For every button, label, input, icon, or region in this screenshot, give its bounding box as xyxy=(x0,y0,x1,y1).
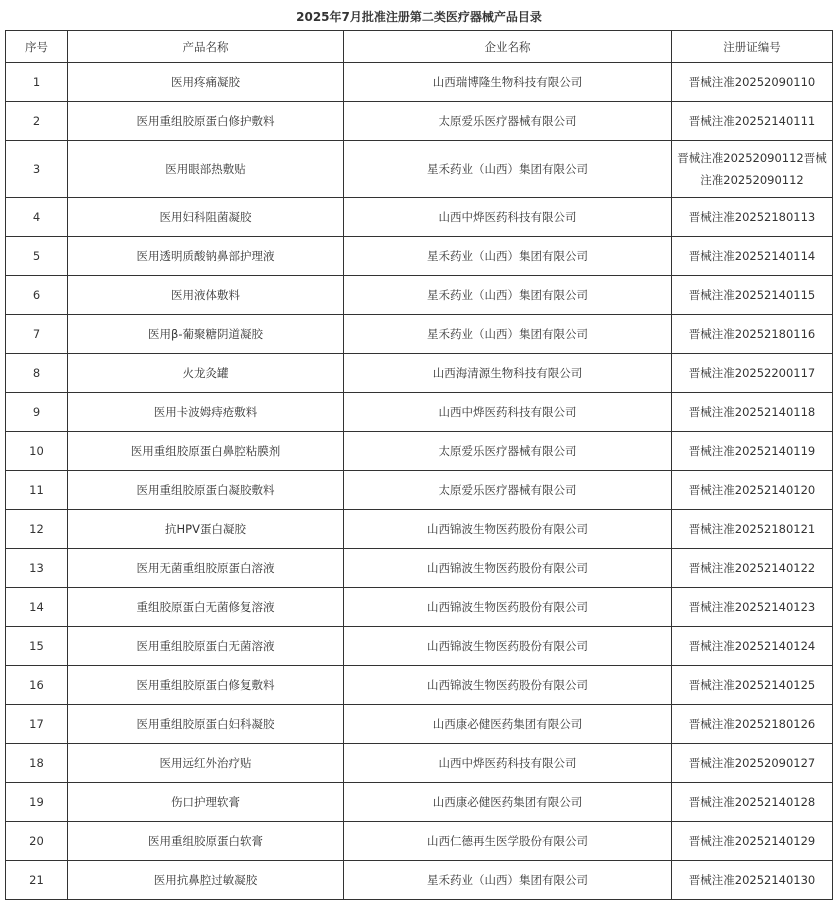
cell-company-name: 星禾药业（山西）集团有限公司 xyxy=(344,861,672,900)
cell-company-name: 山西海清源生物科技有限公司 xyxy=(344,354,672,393)
cell-registration-number: 晋械注准20252140125 xyxy=(672,666,833,705)
cell-index: 21 xyxy=(6,861,68,900)
cell-index: 7 xyxy=(6,315,68,354)
table-row xyxy=(6,471,833,510)
cell-company-name: 山西锦波生物医药股份有限公司 xyxy=(344,588,672,627)
cell-index: 14 xyxy=(6,588,68,627)
cell-product-name: 抗HPV蛋白凝胶 xyxy=(68,510,344,549)
cell-product-name: 火龙灸罐 xyxy=(68,354,344,393)
cell-index: 6 xyxy=(6,276,68,315)
cell-index: 8 xyxy=(6,354,68,393)
cell-company-name: 山西康必健医药集团有限公司 xyxy=(344,783,672,822)
cell-registration-number: 晋械注准20252140119 xyxy=(672,432,833,471)
table-row xyxy=(6,141,833,198)
cell-registration-number: 晋械注准20252140118 xyxy=(672,393,833,432)
cell-product-name: 医用重组胶原蛋白无菌溶液 xyxy=(68,627,344,666)
cell-index: 5 xyxy=(6,237,68,276)
cell-product-name: 医用疼痛凝胶 xyxy=(68,63,344,102)
cell-registration-number: 晋械注准20252140124 xyxy=(672,627,833,666)
cell-index: 17 xyxy=(6,705,68,744)
cell-registration-number: 晋械注准20252140114 xyxy=(672,237,833,276)
column-header-company-name: 企业名称 xyxy=(344,31,672,63)
cell-company-name: 山西锦波生物医药股份有限公司 xyxy=(344,627,672,666)
cell-index: 18 xyxy=(6,744,68,783)
table-row xyxy=(6,354,833,393)
cell-company-name: 山西锦波生物医药股份有限公司 xyxy=(344,549,672,588)
cell-registration-number: 晋械注准20252140123 xyxy=(672,588,833,627)
column-header-registration-number: 注册证编号 xyxy=(672,31,833,63)
cell-index: 4 xyxy=(6,198,68,237)
column-header-product-name: 产品名称 xyxy=(68,31,344,63)
table-row xyxy=(6,705,833,744)
cell-registration-number: 晋械注准20252140128 xyxy=(672,783,833,822)
cell-registration-number: 晋械注准20252180116 xyxy=(672,315,833,354)
cell-product-name: 医用远红外治疗贴 xyxy=(68,744,344,783)
table-row xyxy=(6,549,833,588)
table-body xyxy=(6,63,833,900)
cell-registration-number: 晋械注准20252090112晋械注准20252090112 xyxy=(672,141,833,198)
cell-company-name: 山西仁德再生医学股份有限公司 xyxy=(344,822,672,861)
cell-registration-number: 晋械注准20252140129 xyxy=(672,822,833,861)
cell-product-name: 医用卡波姆痔疮敷料 xyxy=(68,393,344,432)
cell-company-name: 山西中烨医药科技有限公司 xyxy=(344,198,672,237)
cell-company-name: 山西中烨医药科技有限公司 xyxy=(344,393,672,432)
cell-index: 11 xyxy=(6,471,68,510)
cell-index: 3 xyxy=(6,141,68,198)
cell-registration-number: 晋械注准20252140122 xyxy=(672,549,833,588)
cell-registration-number: 晋械注准20252200117 xyxy=(672,354,833,393)
cell-registration-number: 晋械注准20252090127 xyxy=(672,744,833,783)
cell-index: 2 xyxy=(6,102,68,141)
cell-product-name: 医用抗鼻腔过敏凝胶 xyxy=(68,861,344,900)
table-row xyxy=(6,783,833,822)
table-row xyxy=(6,822,833,861)
column-header-index: 序号 xyxy=(6,31,68,63)
table-row xyxy=(6,510,833,549)
table-row xyxy=(6,315,833,354)
cell-product-name: 医用重组胶原蛋白修复敷料 xyxy=(68,666,344,705)
page-title: 2025年7月批准注册第二类医疗器械产品目录 xyxy=(296,10,542,24)
cell-index: 15 xyxy=(6,627,68,666)
cell-index: 10 xyxy=(6,432,68,471)
cell-product-name: 医用无菌重组胶原蛋白溶液 xyxy=(68,549,344,588)
cell-index: 20 xyxy=(6,822,68,861)
cell-company-name: 山西锦波生物医药股份有限公司 xyxy=(344,666,672,705)
cell-company-name: 太原爱乐医疗器械有限公司 xyxy=(344,102,672,141)
cell-product-name: 伤口护理软膏 xyxy=(68,783,344,822)
product-catalog-table xyxy=(5,30,833,900)
cell-company-name: 山西锦波生物医药股份有限公司 xyxy=(344,510,672,549)
cell-product-name: 医用重组胶原蛋白鼻腔粘膜剂 xyxy=(68,432,344,471)
cell-registration-number: 晋械注准20252090110 xyxy=(672,63,833,102)
table-row xyxy=(6,861,833,900)
cell-company-name: 星禾药业（山西）集团有限公司 xyxy=(344,276,672,315)
cell-registration-number: 晋械注准20252140130 xyxy=(672,861,833,900)
cell-registration-number: 晋械注准20252140111 xyxy=(672,102,833,141)
cell-index: 1 xyxy=(6,63,68,102)
table-row xyxy=(6,276,833,315)
cell-product-name: 医用重组胶原蛋白软膏 xyxy=(68,822,344,861)
cell-product-name: 医用眼部热敷贴 xyxy=(68,141,344,198)
cell-registration-number: 晋械注准20252140115 xyxy=(672,276,833,315)
table-row xyxy=(6,102,833,141)
header-row xyxy=(6,31,833,63)
cell-company-name: 星禾药业（山西）集团有限公司 xyxy=(344,315,672,354)
cell-registration-number: 晋械注准20252180126 xyxy=(672,705,833,744)
cell-index: 19 xyxy=(6,783,68,822)
cell-index: 12 xyxy=(6,510,68,549)
cell-index: 16 xyxy=(6,666,68,705)
cell-product-name: 医用重组胶原蛋白妇科凝胶 xyxy=(68,705,344,744)
cell-product-name: 医用重组胶原蛋白凝胶敷料 xyxy=(68,471,344,510)
cell-company-name: 太原爱乐医疗器械有限公司 xyxy=(344,432,672,471)
table-row xyxy=(6,588,833,627)
table-row xyxy=(6,198,833,237)
cell-product-name: 医用妇科阻菌凝胶 xyxy=(68,198,344,237)
cell-product-name: 医用透明质酸钠鼻部护理液 xyxy=(68,237,344,276)
cell-product-name: 医用β-葡聚糖阴道凝胶 xyxy=(68,315,344,354)
cell-registration-number: 晋械注准20252180113 xyxy=(672,198,833,237)
table-row xyxy=(6,627,833,666)
cell-product-name: 重组胶原蛋白无菌修复溶液 xyxy=(68,588,344,627)
cell-product-name: 医用重组胶原蛋白修护敷料 xyxy=(68,102,344,141)
table-row xyxy=(6,666,833,705)
table-row xyxy=(6,432,833,471)
cell-index: 9 xyxy=(6,393,68,432)
table-row xyxy=(6,63,833,102)
cell-company-name: 山西瑞博隆生物科技有限公司 xyxy=(344,63,672,102)
cell-index: 13 xyxy=(6,549,68,588)
cell-company-name: 星禾药业（山西）集团有限公司 xyxy=(344,141,672,198)
cell-company-name: 山西康必健医药集团有限公司 xyxy=(344,705,672,744)
cell-registration-number: 晋械注准20252180121 xyxy=(672,510,833,549)
cell-registration-number: 晋械注准20252140120 xyxy=(672,471,833,510)
table-row xyxy=(6,237,833,276)
table-row xyxy=(6,393,833,432)
cell-company-name: 山西中烨医药科技有限公司 xyxy=(344,744,672,783)
table-header xyxy=(6,31,833,63)
table-row xyxy=(6,744,833,783)
cell-company-name: 星禾药业（山西）集团有限公司 xyxy=(344,237,672,276)
cell-product-name: 医用液体敷料 xyxy=(68,276,344,315)
cell-company-name: 太原爱乐医疗器械有限公司 xyxy=(344,471,672,510)
